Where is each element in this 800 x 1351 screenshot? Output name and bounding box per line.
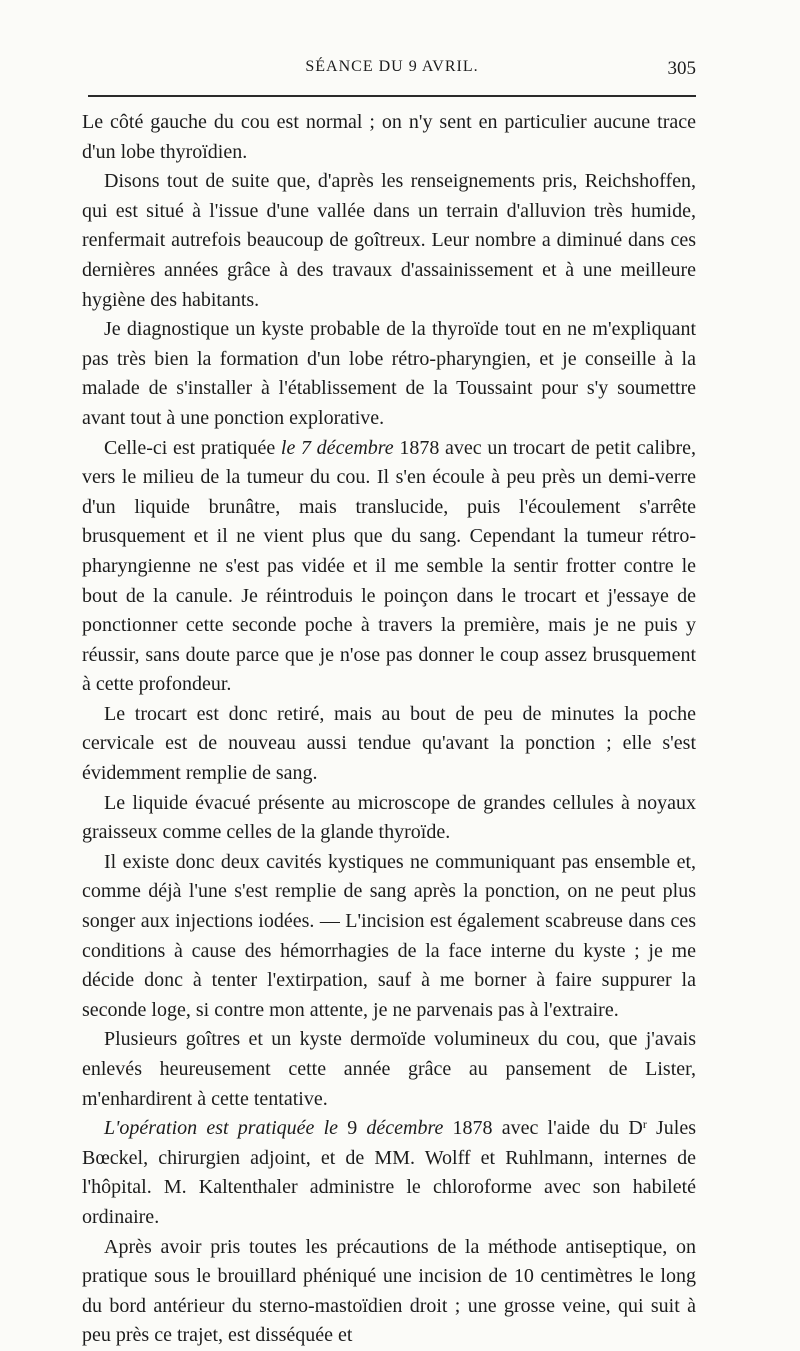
italic-run: L'opération est pratiquée le xyxy=(104,1117,339,1140)
paragraph: Il existe donc deux cavités kystiques ne communiquant pas ensemble et, comme déjà l'une s'est remplie de sang après la ponction, on ne peut plus songer aux injections iodées. — L'incision est également scabreuse dans ces conditions à cause des hémorrhagies de la face interne du kyste ; je me décide donc à tenter l'extirpation, sauf à me borner à faire suppurer la seconde loge, si contre mon attente, je ne parvenais pas à l'extraire. xyxy=(82,850,696,1021)
italic-run: le 7 décembre xyxy=(280,436,394,459)
paragraph: Je diagnostique un kyste probable de la thyroïde tout en ne m'expliquant pas très bien la formation d'un lobe rétro-pharyngien, et je conseille à la malade de s'installer à l'établissement de la Toussaint pour s'y soumettre avant tout à une ponction explorative. xyxy=(82,318,696,429)
body-text xyxy=(82,108,696,1351)
text-run: Jules Bœckel, chirurgien adjoint, et de MM. Wolff et Ruhlmann, internes de l'hôpital. M. Kaltenthaler administre le chloroforme avec son habileté ordinaire. xyxy=(82,1117,697,1228)
text-run: 1878 avec un trocart de petit calibre, vers le milieu de la tumeur du cou. Il s'en écoule à peu près un demi-verre d'un liquide brunâtre, mais translucide, puis l'écoulement s'arrête brusquement et il ne vient plus que du sang. Cependant la tumeur rétro-pharyngienne ne s'est pas vidée et il me semble la sentir frotter contre le bout de la canule. Je réintroduis le poinçon dans le trocart et j'essaye de ponctionner cette seconde poche à travers la première, mais je ne puis y réussir, sans doute parce que je n'ose pas donner le coup assez brusquement à cette profondeur. xyxy=(82,436,696,696)
italic-run: décembre xyxy=(366,1117,444,1140)
text-run: Celle-ci est pratiquée xyxy=(104,436,281,459)
paragraph: Plusieurs goîtres et un kyste dermoïde volumineux du cou, que j'avais enlevés heureusement cette année grâce au pansement de Lister, m'enhardirent à cette tentative. xyxy=(82,1028,696,1110)
text-run: 1878 avec l'aide du D xyxy=(443,1117,643,1140)
page-header xyxy=(88,58,696,88)
page-number: 305 xyxy=(667,58,696,79)
paragraph xyxy=(82,1114,696,1232)
running-title: SÉANCE DU 9 AVRIL. xyxy=(305,58,479,75)
text-run: 9 xyxy=(338,1117,367,1140)
paragraph xyxy=(82,434,696,700)
paragraph: Le côté gauche du cou est normal ; on n'y sent en particulier aucune trace d'un lobe thyroïdien. xyxy=(82,111,696,163)
paragraph: Disons tout de suite que, d'après les renseignements pris, Reichshoffen, qui est situé à l'issue d'une vallée dans un terrain d'alluvion très humide, renfermait autrefois beaucoup de goîtreux. Leur nombre a diminué dans ces dernières années grâce à des travaux d'assainissement et à une meilleure hygiène des habitants. xyxy=(82,170,696,311)
superscript: r xyxy=(642,1117,647,1132)
header-rule xyxy=(88,95,696,97)
paragraph: Après avoir pris toutes les précautions de la méthode antiseptique, on pratique sous le brouillard phéniqué une incision de 10 centimètres le long du bord antérieur du sterno-mastoïdien droit ; une grosse veine, qui suit à peu près ce trajet, est disséquée et xyxy=(82,1235,696,1347)
paragraph: Le trocart est donc retiré, mais au bout de peu de minutes la poche cervicale est de nouveau aussi tendue qu'avant la ponction ; elle s'est évidemment remplie de sang. xyxy=(82,702,696,785)
paragraph: Le liquide évacué présente au microscope de grandes cellules à noyaux graisseux comme celles de la glande thyroïde. xyxy=(82,791,696,844)
